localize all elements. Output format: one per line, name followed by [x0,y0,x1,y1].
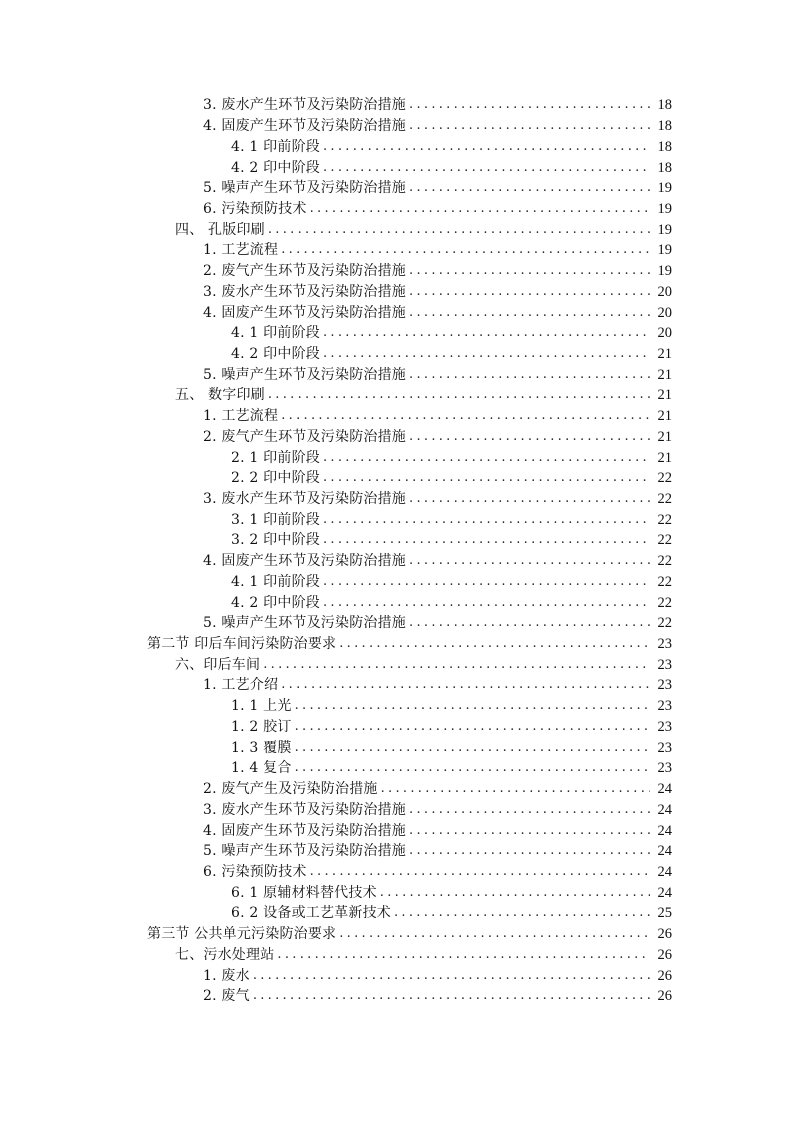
toc-dot-leader [323,323,650,343]
toc-dot-leader [295,758,650,778]
toc-entry[interactable] [0,613,793,634]
toc-entry-title: 6. 2 设备或工艺革新技术 [231,905,391,922]
toc-page-number: 19 [657,263,672,280]
toc-dot-leader [409,365,650,385]
toc-entry-title: 3. 废水产生环节及污染防治措施 [203,283,407,300]
toc-dot-leader [277,945,650,965]
toc-entry-title: 5. 噪声产生环节及污染防治措施 [203,843,407,860]
toc-entry[interactable] [0,779,793,800]
toc-dot-leader [263,655,650,675]
toc-entry-title: 1. 4 复合 [231,760,292,777]
toc-page-number: 22 [657,594,672,611]
toc-page-number: 25 [657,905,672,922]
toc-page-number: 23 [657,760,672,777]
toc-dot-leader [295,696,650,716]
toc-entry-title: 七、污水处理站 [175,946,275,963]
toc-dot-leader [253,966,650,986]
toc-dot-leader [409,841,650,861]
toc-entry[interactable] [0,799,793,820]
toc-entry-title: 2. 废气 [203,988,250,1005]
toc-entry-title: 5. 噪声产生环节及污染防治措施 [203,615,407,632]
toc-entry-title: 1. 工艺流程 [203,408,279,425]
toc-dot-leader [268,220,650,240]
toc-entry[interactable] [0,551,793,572]
toc-dot-leader [409,800,650,820]
toc-entry-title: 4. 1 印前阶段 [231,138,320,155]
toc-dot-leader [323,344,650,364]
toc-entry-title: 4. 固废产生环节及污染防治措施 [203,553,407,570]
toc-entry-title: 3. 2 印中阶段 [231,532,320,549]
toc-entry-title: 3. 1 印前阶段 [231,511,320,528]
toc-entry[interactable] [0,323,793,344]
toc-entry[interactable] [0,468,793,489]
toc-page-number: 20 [657,325,672,342]
toc-page-number: 26 [657,988,672,1005]
toc-page-number: 20 [657,283,672,300]
toc-entry[interactable] [0,737,793,758]
toc-dot-leader [323,572,650,592]
toc-entry[interactable] [0,696,793,717]
toc-dot-leader [339,634,650,654]
toc-entry[interactable] [0,634,793,655]
toc-page-number: 23 [657,677,672,694]
toc-entry[interactable] [0,944,793,965]
toc-page-number: 22 [657,470,672,487]
toc-dot-leader [323,510,650,530]
toc-entry-title: 4. 2 印中阶段 [231,159,320,176]
toc-entry-title: 2. 废气产生及污染防治措施 [203,781,378,798]
toc-dot-leader [381,779,650,799]
toc-entry[interactable] [0,924,793,945]
toc-page-number: 22 [657,511,672,528]
toc-dot-leader [409,116,650,136]
toc-dot-leader [323,530,650,550]
toc-entry-title: 3. 废水产生环节及污染防治措施 [203,491,407,508]
toc-entry[interactable] [0,841,793,862]
toc-dot-leader [323,448,650,468]
toc-dot-leader [409,261,650,281]
toc-page-number: 24 [657,843,672,860]
toc-entry-title: 1. 3 覆膜 [231,739,292,756]
toc-entry[interactable] [0,364,793,385]
table-of-contents [0,95,793,1007]
toc-page-number: 24 [657,781,672,798]
toc-page-number: 18 [657,118,672,135]
toc-entry[interactable] [0,427,793,448]
toc-entry[interactable] [0,116,793,137]
toc-page-number: 18 [657,138,672,155]
toc-page-number: 24 [657,863,672,880]
toc-dot-leader [409,282,650,302]
toc-page-number: 21 [657,366,672,383]
toc-entry[interactable] [0,717,793,738]
toc-dot-leader [409,489,650,509]
toc-page-number: 21 [657,408,672,425]
toc-entry-title: 4. 2 印中阶段 [231,345,320,362]
toc-page-number: 23 [657,739,672,756]
toc-dot-leader [323,593,650,613]
toc-page-number: 21 [657,345,672,362]
toc-dot-leader [380,883,650,903]
toc-page-number: 19 [657,221,672,238]
toc-entry[interactable] [0,965,793,986]
toc-page-number: 23 [657,636,672,653]
toc-entry[interactable] [0,281,793,302]
toc-entry[interactable] [0,675,793,696]
toc-entry[interactable] [0,758,793,779]
toc-dot-leader [409,821,650,841]
toc-entry-title: 六、印后车间 [175,656,261,673]
toc-page-number: 22 [657,532,672,549]
toc-dot-leader [409,427,650,447]
toc-page-number: 19 [657,180,672,197]
toc-entry-title: 四、 孔版印刷 [175,221,265,238]
toc-entry-title: 1. 1 上光 [231,698,292,715]
toc-entry[interactable] [0,406,793,427]
toc-entry-title: 4. 1 印前阶段 [231,573,320,590]
toc-entry-title: 4. 固废产生环节及污染防治措施 [203,822,407,839]
toc-entry-title: 5. 噪声产生环节及污染防治措施 [203,180,407,197]
toc-entry-title: 6. 污染预防技术 [203,863,307,880]
toc-page-number: 22 [657,553,672,570]
toc-page-number: 24 [657,884,672,901]
toc-page-number: 22 [657,615,672,632]
toc-dot-leader [281,675,650,695]
toc-entry[interactable] [0,385,793,406]
toc-entry-title: 6. 污染预防技术 [203,200,307,217]
toc-entry[interactable] [0,862,793,883]
toc-entry[interactable] [0,302,793,323]
toc-dot-leader [268,385,650,405]
toc-entry[interactable] [0,447,793,468]
toc-entry[interactable] [0,820,793,841]
toc-dot-leader [310,862,650,882]
toc-page-number: 20 [657,304,672,321]
toc-entry-title: 2. 2 印中阶段 [231,470,320,487]
toc-page-number: 26 [657,946,672,963]
toc-dot-leader [253,986,650,1006]
toc-entry[interactable] [0,261,793,282]
toc-entry[interactable] [0,530,793,551]
toc-page-number: 21 [657,387,672,404]
toc-entry[interactable] [0,903,793,924]
toc-entry[interactable] [0,178,793,199]
toc-entry[interactable] [0,509,793,530]
toc-entry-title: 4. 固废产生环节及污染防治措施 [203,304,407,321]
toc-entry[interactable] [0,882,793,903]
toc-dot-leader [409,551,650,571]
toc-dot-leader [295,738,650,758]
toc-entry-title: 2. 1 印前阶段 [231,449,320,466]
toc-page-number: 19 [657,200,672,217]
toc-dot-leader [295,717,650,737]
toc-page-number: 23 [657,698,672,715]
toc-dot-leader [281,240,650,260]
toc-dot-leader [409,178,650,198]
toc-entry-title: 1. 2 胶订 [231,718,292,735]
toc-entry-title: 3. 废水产生环节及污染防治措施 [203,801,407,818]
toc-page-number: 22 [657,491,672,508]
toc-entry-title: 6. 1 原辅材料替代技术 [231,884,377,901]
toc-page-number: 19 [657,242,672,259]
toc-entry[interactable] [0,136,793,157]
toc-entry-title: 第三节 公共单元污染防治要求 [147,926,337,943]
toc-page-number: 26 [657,926,672,943]
toc-page-number: 18 [657,159,672,176]
toc-entry-title: 3. 废水产生环节及污染防治措施 [203,97,407,114]
toc-entry[interactable] [0,219,793,240]
toc-page-number: 21 [657,428,672,445]
toc-page-number: 23 [657,656,672,673]
toc-entry-title: 5. 噪声产生环节及污染防治措施 [203,366,407,383]
toc-entry-title: 第二节 印后车间污染防治要求 [147,636,337,653]
toc-entry[interactable] [0,572,793,593]
toc-page-number: 24 [657,801,672,818]
toc-entry[interactable] [0,489,793,510]
toc-page-number: 21 [657,449,672,466]
toc-page-number: 23 [657,718,672,735]
toc-entry[interactable] [0,986,793,1007]
toc-entry[interactable] [0,157,793,178]
toc-page-number: 18 [657,97,672,114]
toc-dot-leader [323,468,650,488]
toc-entry-title: 1. 工艺介绍 [203,677,279,694]
toc-dot-leader [323,158,650,178]
toc-entry-title: 2. 废气产生环节及污染防治措施 [203,263,407,280]
toc-dot-leader [281,406,650,426]
toc-page-number: 26 [657,967,672,984]
toc-dot-leader [409,95,650,115]
toc-entry-title: 4. 1 印前阶段 [231,325,320,342]
toc-entry[interactable] [0,199,793,220]
toc-entry-title: 1. 废水 [203,967,250,984]
toc-entry-title: 4. 2 印中阶段 [231,594,320,611]
toc-entry-title: 1. 工艺流程 [203,242,279,259]
toc-dot-leader [339,924,650,944]
toc-entry-title: 2. 废气产生环节及污染防治措施 [203,428,407,445]
toc-dot-leader [409,303,650,323]
toc-dot-leader [310,199,650,219]
toc-entry-title: 五、 数字印刷 [175,387,265,404]
toc-page-number: 24 [657,822,672,839]
toc-entry[interactable] [0,592,793,613]
toc-entry-title: 4. 固废产生环节及污染防治措施 [203,118,407,135]
toc-entry[interactable] [0,95,793,116]
toc-dot-leader [323,137,650,157]
toc-dot-leader [394,903,650,923]
toc-entry[interactable] [0,344,793,365]
toc-entry[interactable] [0,240,793,261]
toc-entry[interactable] [0,654,793,675]
toc-dot-leader [409,613,650,633]
toc-page-number: 22 [657,573,672,590]
